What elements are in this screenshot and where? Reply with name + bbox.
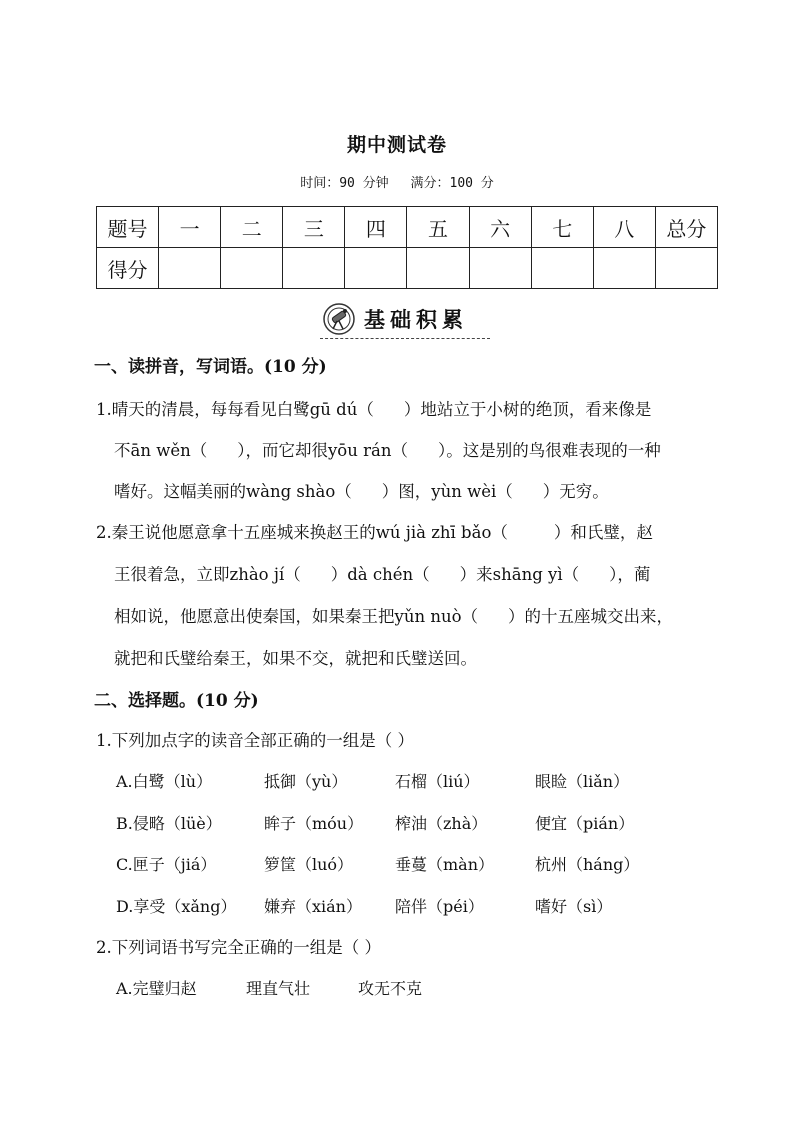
- q2-heading: 二、选择题。(10 分): [94, 691, 259, 711]
- option-word: 便宜（pián）: [535, 814, 635, 833]
- option-word: 杭州（háng）: [535, 855, 640, 874]
- score-cell[interactable]: [159, 248, 221, 289]
- option-word: 攻无不克: [358, 979, 423, 998]
- score-header-cell: 八: [593, 207, 655, 248]
- option-word: C.匣子（jiá）: [116, 855, 217, 874]
- score-cell[interactable]: [283, 248, 345, 289]
- score-cell[interactable]: [655, 248, 717, 289]
- q1-item1-line1: 1.晴天的清晨，每每看见白鹭gū dú（ ）地站立于小树的绝顶，看来像是: [96, 400, 652, 419]
- option-word: B.侵略（lüè）: [116, 814, 222, 833]
- option-word: 箩筐（luó）: [264, 855, 354, 874]
- option-word: 眸子（móu）: [264, 814, 364, 833]
- option-word: 榨油（zhà）: [395, 814, 488, 833]
- section-label: 基础积累: [364, 308, 468, 332]
- option-word: 石榴（liú）: [395, 772, 480, 791]
- q1-item2-line4: 就把和氏璧给秦王，如果不交，就把和氏璧送回。: [114, 649, 477, 668]
- q1-item2-line3: 相如说，他愿意出使秦国，如果秦王把yǔn nuò（ ）的十五座城交出来，: [114, 607, 674, 626]
- score-table-score-row: [97, 248, 718, 289]
- score-cell[interactable]: [407, 248, 469, 289]
- q1-item2-line1: 2.秦王说他愿意拿十五座城来换赵王的wú jià zhī bǎo（ ）和氏璧，赵: [96, 523, 653, 542]
- section-banner: [320, 300, 490, 339]
- option-word: 眼睑（liǎn）: [535, 772, 630, 791]
- option-word: A.完璧归赵: [116, 979, 197, 998]
- score-cell[interactable]: [345, 248, 407, 289]
- score-cell[interactable]: [221, 248, 283, 289]
- score-header-cell: 一: [159, 207, 221, 248]
- option-word: 理直气壮: [246, 979, 311, 998]
- option-word: 陪伴（péi）: [395, 897, 484, 916]
- score-header-cell: 总分: [655, 207, 717, 248]
- score-table-header-row: [97, 207, 718, 248]
- option-word: D.享受（xǎng）: [116, 897, 237, 916]
- q2-item1-stem: 1.下列加点字的读音全部正确的一组是（ ）: [96, 731, 414, 750]
- page-title: 期中测试卷: [346, 134, 447, 156]
- score-header-cell: 五: [407, 207, 469, 248]
- exam-time: 时间：90 分钟: [300, 176, 389, 191]
- q1-item1-line2: 不ān wěn（ ），而它却很yōu rán（ ）。这是别的鸟很难表现的一种: [114, 441, 661, 460]
- exam-meta: [0, 172, 794, 191]
- score-header-cell: 六: [469, 207, 531, 248]
- option-word: 嗜好（sì）: [535, 897, 613, 916]
- option-word: 抵御（yù）: [264, 772, 348, 791]
- score-cell[interactable]: [531, 248, 593, 289]
- score-cell[interactable]: [469, 248, 531, 289]
- q1-item2-line2: 王很着急，立即zhào jí（ ）dà chén（ ）来shāng yì（ ），蔺: [114, 565, 651, 584]
- option-word: 嫌弃（xián）: [264, 897, 362, 916]
- score-header-cell: 二: [221, 207, 283, 248]
- q1-heading: 一、读拼音，写词语。(10 分): [94, 357, 327, 377]
- score-header-cell: 四: [345, 207, 407, 248]
- score-cell[interactable]: [593, 248, 655, 289]
- score-header-cell: 七: [531, 207, 593, 248]
- option-word: 垂蔓（màn）: [395, 855, 495, 874]
- score-table: [96, 206, 718, 289]
- option-word: A.白鹭（lù）: [116, 772, 213, 791]
- telescope-icon: [322, 302, 356, 336]
- exam-full-score: 满分：100 分: [410, 176, 494, 191]
- score-header-cell: 三: [283, 207, 345, 248]
- q2-item2-stem: 2.下列词语书写完全正确的一组是（ ）: [96, 938, 381, 957]
- score-row-label: 得分: [97, 248, 159, 289]
- score-header-cell: 题号: [97, 207, 159, 248]
- q1-item1-line3: 嗜好。这幅美丽的wàng shào（ ）图，yùn wèi（ ）无穷。: [114, 482, 609, 501]
